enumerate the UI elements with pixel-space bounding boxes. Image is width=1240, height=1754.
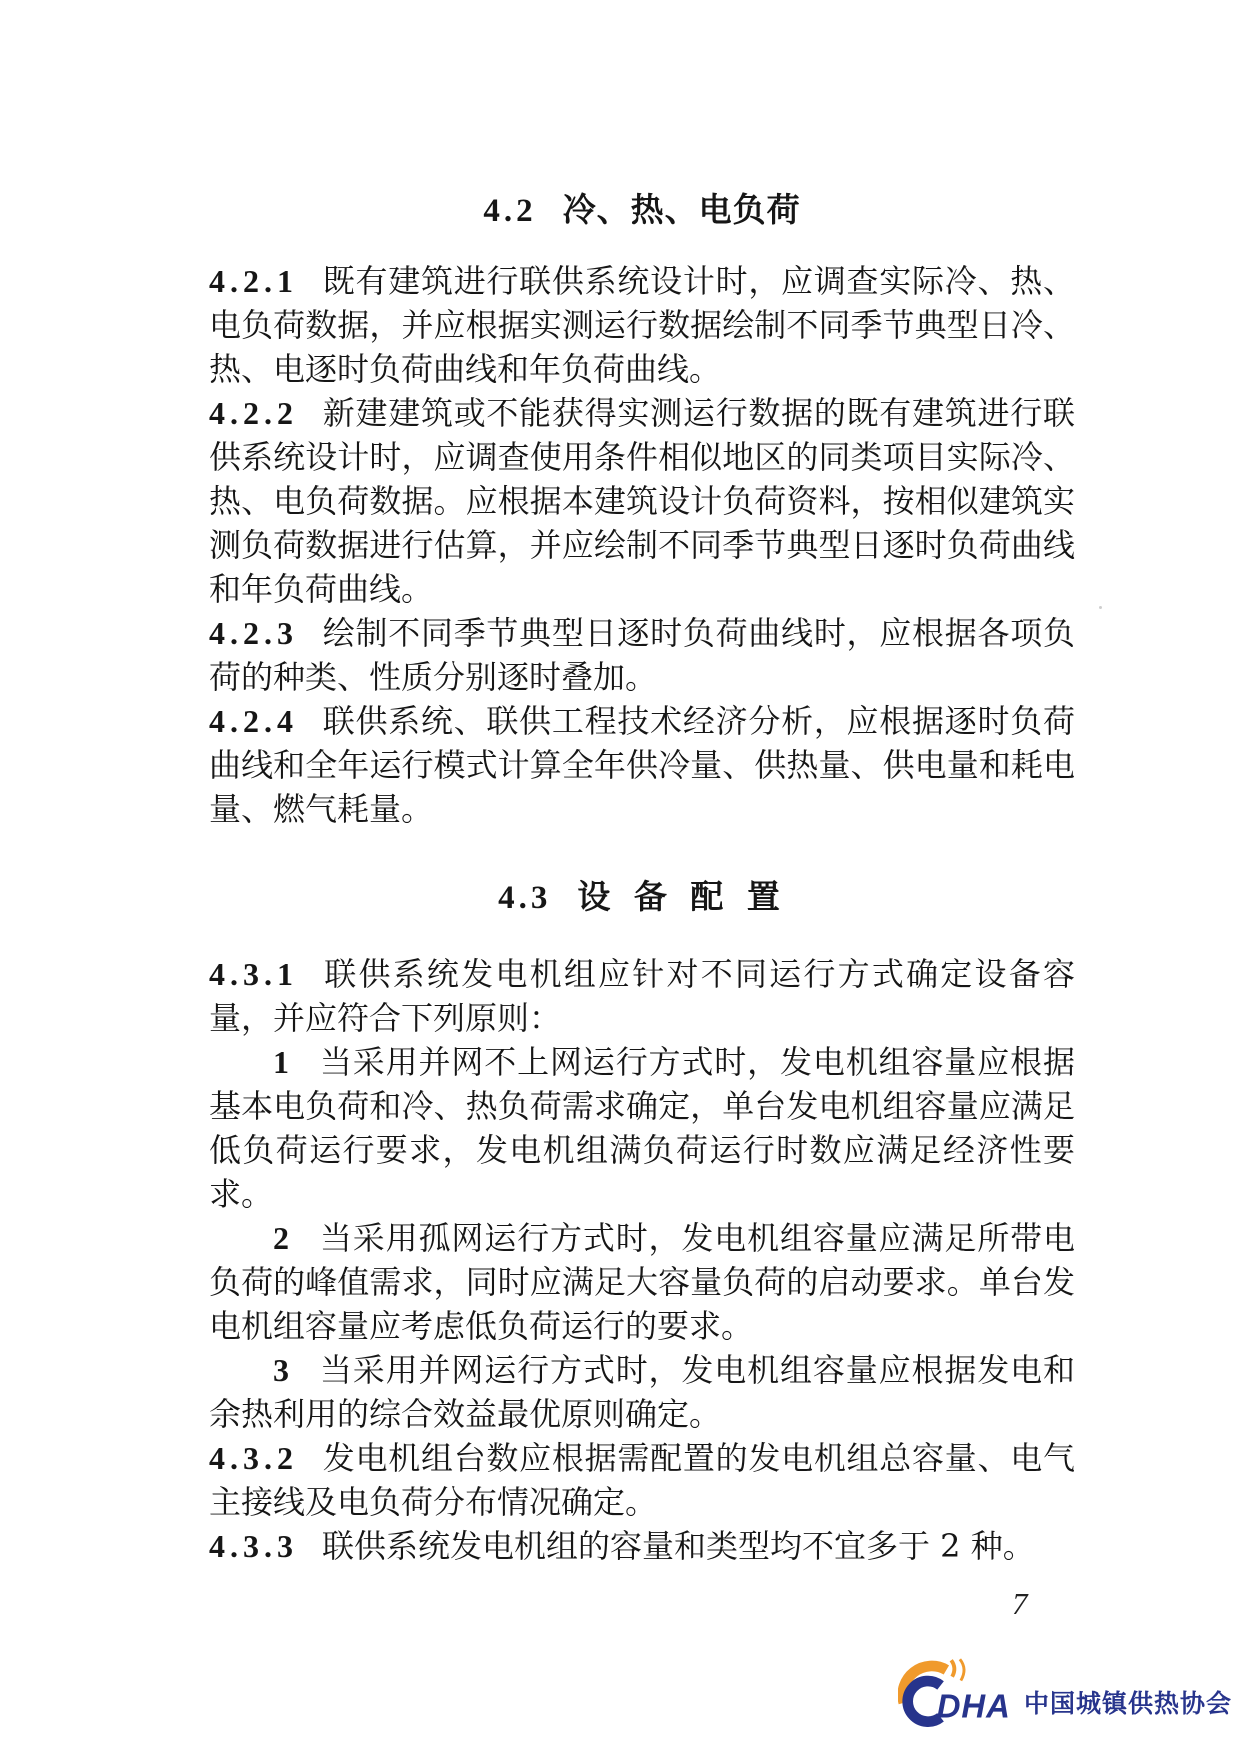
clause-text: 新建建筑或不能获得实测运行数据的既有建筑进行联供系统设计时，应调查使用条件相似地区的同类项目实际冷、热、电负荷数据。应根据本建筑设计负荷资料，按相似建筑实测负荷数据进行估算，并应绘制不同季节典型日逐时负荷曲线和年负荷曲线。 [209, 394, 1075, 608]
scan-artifact [1099, 606, 1102, 609]
sub-item-number: 3 [273, 1352, 289, 1388]
clause-number: 4.2.2 [209, 395, 298, 431]
org-name: 中国城镇供热协会 [1024, 1689, 1233, 1718]
clause-4-3-1 [209, 952, 1075, 1040]
sub-item-number: 1 [273, 1044, 289, 1080]
clause-number: 4.2.3 [209, 615, 298, 651]
section-4-2-heading [209, 186, 1075, 235]
sub-item-text: 当采用孤网运行方式时，发电机组容量应满足所带电负荷的峰值需求，同时应满足大容量负荷的启动要求。单台发电机组容量应考虑低负荷运行的要求。 [209, 1219, 1075, 1345]
clause-text: 既有建筑进行联供系统设计时，应调查实际冷、热、电负荷数据，并应根据实测运行数据绘制不同季节典型日冷、热、电逐时负荷曲线和年负荷曲线。 [209, 262, 1075, 388]
section-4-3-title: 设 备 配 置 [577, 877, 786, 916]
sub-item-text: 当采用并网运行方式时，发电机组容量应根据发电和余热利用的综合效益最优原则确定。 [209, 1351, 1075, 1433]
section-4-3-heading [209, 873, 1075, 922]
clause-text: 联供系统、联供工程技术经济分析，应根据逐时负荷曲线和全年运行模式计算全年供冷量、供热量、供电量和耗电量、燃气耗量。 [209, 702, 1075, 828]
sub-item-3 [209, 1348, 1075, 1436]
clause-number: 4.2.4 [209, 703, 298, 739]
association-logo [898, 1658, 1232, 1736]
cdha-logo-icon [898, 1658, 1016, 1736]
clause-number: 4.2.1 [209, 263, 298, 299]
clause-number: 4.3.2 [209, 1440, 298, 1476]
sub-item-text: 当采用并网不上网运行方式时，发电机组容量应根据基本电负荷和冷、热负荷需求确定，单台发电机组容量应满足低负荷运行要求，发电机组满负荷运行时数应满足经济性要求。 [209, 1043, 1075, 1213]
clause-text: 发电机组台数应根据需配置的发电机组总容量、电气主接线及电负荷分布情况确定。 [209, 1439, 1075, 1521]
clause-number: 4.3.1 [209, 956, 298, 992]
clause-4-3-3 [209, 1524, 1075, 1568]
clause-text: 联供系统发电机组的容量和类型均不宜多于 2 种。 [322, 1527, 1035, 1565]
clause-4-2-3 [209, 611, 1075, 699]
page-number: 7 [1012, 1586, 1028, 1621]
clause-4-2-2 [209, 391, 1075, 611]
sub-item-number: 2 [273, 1220, 289, 1256]
logo-c-crescent [908, 1681, 941, 1722]
clause-text: 绘制不同季节典型日逐时负荷曲线时，应根据各项负荷的种类、性质分别逐时叠加。 [209, 614, 1075, 696]
sub-item-1 [209, 1040, 1075, 1216]
logo-wave-small [951, 1660, 954, 1676]
page-content [209, 186, 1075, 1568]
clause-number: 4.3.3 [209, 1528, 298, 1564]
clause-4-3-2 [209, 1436, 1075, 1524]
section-4-2-number: 4.2 [483, 193, 537, 229]
section-4-2-title: 冷、热、电负荷 [562, 190, 801, 229]
section-4-3-number: 4.3 [498, 880, 552, 916]
clause-4-2-4 [209, 699, 1075, 831]
clause-text: 联供系统发电机组应针对不同运行方式确定设备容量，并应符合下列原则： [209, 955, 1075, 1037]
logo-acronym: DHA [936, 1687, 1011, 1725]
clause-4-2-1 [209, 259, 1075, 391]
logo-wave-large [960, 1659, 964, 1680]
sub-item-2 [209, 1216, 1075, 1348]
